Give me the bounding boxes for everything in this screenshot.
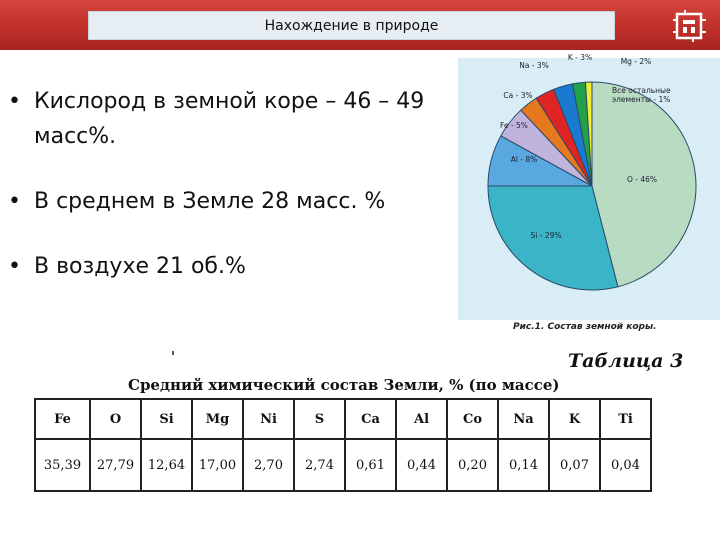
bullet-item <box>8 249 448 284</box>
value-cell: 0,61 <box>345 439 396 491</box>
pie-slice-label: O - 46% <box>626 175 658 184</box>
bullet-item <box>8 84 448 154</box>
header-cell: S <box>294 399 345 439</box>
table-header-row <box>35 399 651 439</box>
pie-slice-label: Mg - 2% <box>620 57 652 66</box>
slide-title: Нахождение в природе <box>88 11 615 40</box>
bullet-item <box>8 184 448 219</box>
value-cell: 2,70 <box>243 439 294 491</box>
header-cell: K <box>549 399 600 439</box>
value-cell: 0,04 <box>600 439 651 491</box>
header-cell: Ni <box>243 399 294 439</box>
bullet-text: В воздухе 21 об.% <box>34 254 246 279</box>
table-title: Средний химический состав Земли, % (по массе) <box>128 376 560 394</box>
pie-chart <box>458 53 720 320</box>
pie-slice-label: Si - 29% <box>530 231 562 240</box>
pie-chart-svg <box>458 53 720 320</box>
pie-slice-label: K - 3% <box>567 53 593 62</box>
bullet-list <box>8 84 448 314</box>
value-cell: 17,00 <box>192 439 243 491</box>
header-cell: Ca <box>345 399 396 439</box>
scan-mark <box>172 351 174 355</box>
composition-table <box>34 398 652 492</box>
value-cell: 12,64 <box>141 439 192 491</box>
header-cell: Mg <box>192 399 243 439</box>
pie-slice-label: Все остальные элементы - 1% <box>612 86 671 104</box>
header-bar <box>0 0 720 50</box>
header-cell: Co <box>447 399 498 439</box>
header-cell: Ti <box>600 399 651 439</box>
pie-slice-label: Fe - 5% <box>500 121 528 130</box>
value-cell: 0,14 <box>498 439 549 491</box>
bullet-dot: • <box>8 89 21 114</box>
table-number: Таблица 3 <box>568 350 684 372</box>
pie-slice-label: Al - 8% <box>510 155 538 164</box>
value-cell: 0,20 <box>447 439 498 491</box>
header-cell: Al <box>396 399 447 439</box>
pie-slice-label: Na - 3% <box>519 61 549 70</box>
value-cell: 2,74 <box>294 439 345 491</box>
bullet-dot: • <box>8 189 21 214</box>
chip-logo-icon <box>668 6 712 46</box>
header-cell: Na <box>498 399 549 439</box>
value-cell: 27,79 <box>90 439 141 491</box>
pie-slice-label: Ca - 3% <box>503 91 533 100</box>
header-cell: Si <box>141 399 192 439</box>
bullet-dot: • <box>8 254 21 279</box>
figure-caption: Рис.1. Состав земной коры. <box>513 322 657 332</box>
header-cell: Fe <box>35 399 90 439</box>
value-cell: 0,07 <box>549 439 600 491</box>
bullet-text: Кислород в земной коре – 46 – 49 масс%. <box>34 89 425 149</box>
bullet-text: В среднем в Земле 28 масс. % <box>34 189 386 214</box>
value-cell: 35,39 <box>35 439 90 491</box>
header-cell: O <box>90 399 141 439</box>
value-cell: 0,44 <box>396 439 447 491</box>
table-value-row <box>35 439 651 491</box>
